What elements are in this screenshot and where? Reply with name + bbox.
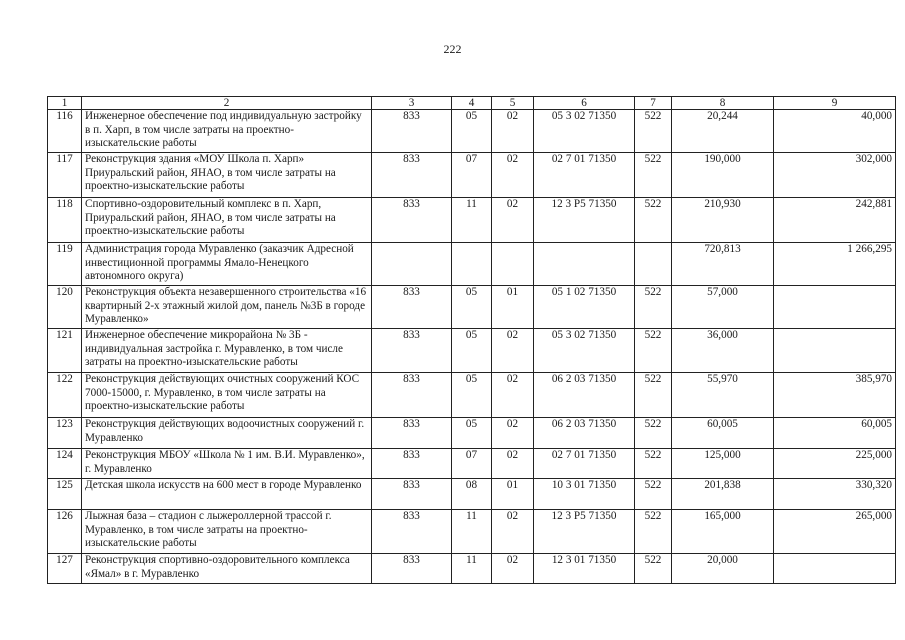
table-row: [48, 243, 896, 286]
target-article-code: 05 1 02 71350: [534, 286, 635, 329]
section-code: 08: [452, 479, 492, 510]
col-header-6: 6: [534, 97, 635, 110]
amount-col-9: 385,970: [774, 373, 896, 418]
section-code: 05: [452, 418, 492, 449]
row-number: 117: [48, 153, 82, 198]
amount-col-9: 225,000: [774, 449, 896, 479]
row-number: 116: [48, 110, 82, 153]
target-article-code: 06 2 03 71350: [534, 373, 635, 418]
amount-col-8: 201,838: [672, 479, 774, 510]
amount-col-9: [774, 554, 896, 584]
budget-table: [47, 96, 896, 584]
object-name: Лыжная база – стадион с лыжероллерной трассой г. Муравленко, в том числе затраты на проектно-изыскательские работы: [82, 510, 372, 554]
amount-col-9: 1 266,295: [774, 243, 896, 286]
section-code: [452, 243, 492, 286]
object-name: Администрация города Муравленко (заказчик Адресной инвестиционной программы Ямало-Ненецкого автономного округа): [82, 243, 372, 286]
object-name: Реконструкция здания «МОУ Школа п. Харп» Приуральский район, ЯНАО, в том числе затраты на проектно-изыскательские работы: [82, 153, 372, 198]
col-header-8: 8: [672, 97, 774, 110]
subsection-code: 02: [492, 329, 534, 373]
subsection-code: [492, 243, 534, 286]
section-code: 07: [452, 153, 492, 198]
amount-col-8: 57,000: [672, 286, 774, 329]
expense-type-code: 522: [635, 449, 672, 479]
amount-col-8: 720,813: [672, 243, 774, 286]
subsection-code: 01: [492, 479, 534, 510]
amount-col-9: 242,881: [774, 198, 896, 243]
expense-type-code: 522: [635, 198, 672, 243]
row-number: 123: [48, 418, 82, 449]
expense-type-code: [635, 243, 672, 286]
table-row: [48, 198, 896, 243]
ministry-code: 833: [372, 479, 452, 510]
target-article-code: 12 3 01 71350: [534, 554, 635, 584]
amount-col-8: 190,000: [672, 153, 774, 198]
ministry-code: 833: [372, 153, 452, 198]
object-name: Инженерное обеспечение под индивидуальную застройку в п. Харп, в том числе затраты на проектно-изыскательские работы: [82, 110, 372, 153]
col-header-5: 5: [492, 97, 534, 110]
col-header-2: 2: [82, 97, 372, 110]
row-number: 122: [48, 373, 82, 418]
subsection-code: 02: [492, 153, 534, 198]
amount-col-8: 20,244: [672, 110, 774, 153]
table-row: [48, 153, 896, 198]
row-number: 119: [48, 243, 82, 286]
amount-col-9: 330,320: [774, 479, 896, 510]
object-name: Реконструкция действующих очистных сооружений КОС 7000-15000, г. Муравленко, в том числе затраты на проектно-изыскательские работы: [82, 373, 372, 418]
subsection-code: 02: [492, 418, 534, 449]
subsection-code: 01: [492, 286, 534, 329]
expense-type-code: 522: [635, 373, 672, 418]
col-header-4: 4: [452, 97, 492, 110]
table-row: [48, 510, 896, 554]
target-article-code: 12 3 P5 71350: [534, 510, 635, 554]
object-name: Детская школа искусств на 600 мест в городе Муравленко: [82, 479, 372, 510]
row-number: 118: [48, 198, 82, 243]
expense-type-code: 522: [635, 286, 672, 329]
amount-col-8: 210,930: [672, 198, 774, 243]
page-number: 222: [443, 42, 462, 56]
ministry-code: [372, 243, 452, 286]
table-row: [48, 418, 896, 449]
amount-col-8: 20,000: [672, 554, 774, 584]
col-header-7: 7: [635, 97, 672, 110]
subsection-code: 02: [492, 449, 534, 479]
section-code: 05: [452, 110, 492, 153]
col-header-3: 3: [372, 97, 452, 110]
target-article-code: 06 2 03 71350: [534, 418, 635, 449]
amount-col-9: 40,000: [774, 110, 896, 153]
expense-type-code: 522: [635, 110, 672, 153]
amount-col-8: 60,005: [672, 418, 774, 449]
ministry-code: 833: [372, 110, 452, 153]
object-name: Реконструкция объекта незавершенного строительства «16 квартирный 2-х этажный жилой дом, панель №3Б в городе Муравленко»: [82, 286, 372, 329]
expense-type-code: 522: [635, 418, 672, 449]
subsection-code: 02: [492, 198, 534, 243]
table-row: [48, 110, 896, 153]
table-row: [48, 286, 896, 329]
table-row: [48, 554, 896, 584]
ministry-code: 833: [372, 418, 452, 449]
section-code: 05: [452, 373, 492, 418]
amount-col-9: [774, 286, 896, 329]
target-article-code: 05 3 02 71350: [534, 329, 635, 373]
subsection-code: 02: [492, 373, 534, 418]
section-code: 11: [452, 554, 492, 584]
ministry-code: 833: [372, 373, 452, 418]
target-article-code: [534, 243, 635, 286]
amount-col-8: 55,970: [672, 373, 774, 418]
row-number: 127: [48, 554, 82, 584]
ministry-code: 833: [372, 554, 452, 584]
object-name: Реконструкция спортивно-оздоровительного комплекса «Ямал» в г. Муравленко: [82, 554, 372, 584]
target-article-code: 10 3 01 71350: [534, 479, 635, 510]
row-number: 126: [48, 510, 82, 554]
table-row: [48, 373, 896, 418]
expense-type-code: 522: [635, 153, 672, 198]
row-number: 125: [48, 479, 82, 510]
section-code: 05: [452, 286, 492, 329]
row-number: 124: [48, 449, 82, 479]
ministry-code: 833: [372, 286, 452, 329]
table-row: [48, 479, 896, 510]
table-row: [48, 329, 896, 373]
section-code: 05: [452, 329, 492, 373]
target-article-code: 12 3 P5 71350: [534, 198, 635, 243]
expense-type-code: 522: [635, 479, 672, 510]
ministry-code: 833: [372, 198, 452, 243]
object-name: Реконструкция действующих водоочистных сооружений г. Муравленко: [82, 418, 372, 449]
object-name: Реконструкция МБОУ «Школа № 1 им. В.И. Муравленко», г. Муравленко: [82, 449, 372, 479]
target-article-code: 05 3 02 71350: [534, 110, 635, 153]
expense-type-code: 522: [635, 554, 672, 584]
row-number: 120: [48, 286, 82, 329]
section-code: 07: [452, 449, 492, 479]
header-row: [48, 97, 896, 110]
object-name: Инженерное обеспечение микрорайона № 3Б - индивидуальная застройка г. Муравленко, в том числе затраты на проектно-изыскательские работы: [82, 329, 372, 373]
section-code: 11: [452, 198, 492, 243]
subsection-code: 02: [492, 110, 534, 153]
section-code: 11: [452, 510, 492, 554]
ministry-code: 833: [372, 449, 452, 479]
amount-col-9: 265,000: [774, 510, 896, 554]
expense-type-code: 522: [635, 329, 672, 373]
amount-col-9: 60,005: [774, 418, 896, 449]
amount-col-8: 165,000: [672, 510, 774, 554]
ministry-code: 833: [372, 329, 452, 373]
table-row: [48, 449, 896, 479]
amount-col-9: 302,000: [774, 153, 896, 198]
target-article-code: 02 7 01 71350: [534, 153, 635, 198]
col-header-1: 1: [48, 97, 82, 110]
object-name: Спортивно-оздоровительный комплекс в п. Харп, Приуральский район, ЯНАО, в том числе затраты на проектно-изыскательские работы: [82, 198, 372, 243]
subsection-code: 02: [492, 554, 534, 584]
target-article-code: 02 7 01 71350: [534, 449, 635, 479]
subsection-code: 02: [492, 510, 534, 554]
ministry-code: 833: [372, 510, 452, 554]
amount-col-8: 36,000: [672, 329, 774, 373]
col-header-9: 9: [774, 97, 896, 110]
amount-col-8: 125,000: [672, 449, 774, 479]
row-number: 121: [48, 329, 82, 373]
amount-col-9: [774, 329, 896, 373]
expense-type-code: 522: [635, 510, 672, 554]
